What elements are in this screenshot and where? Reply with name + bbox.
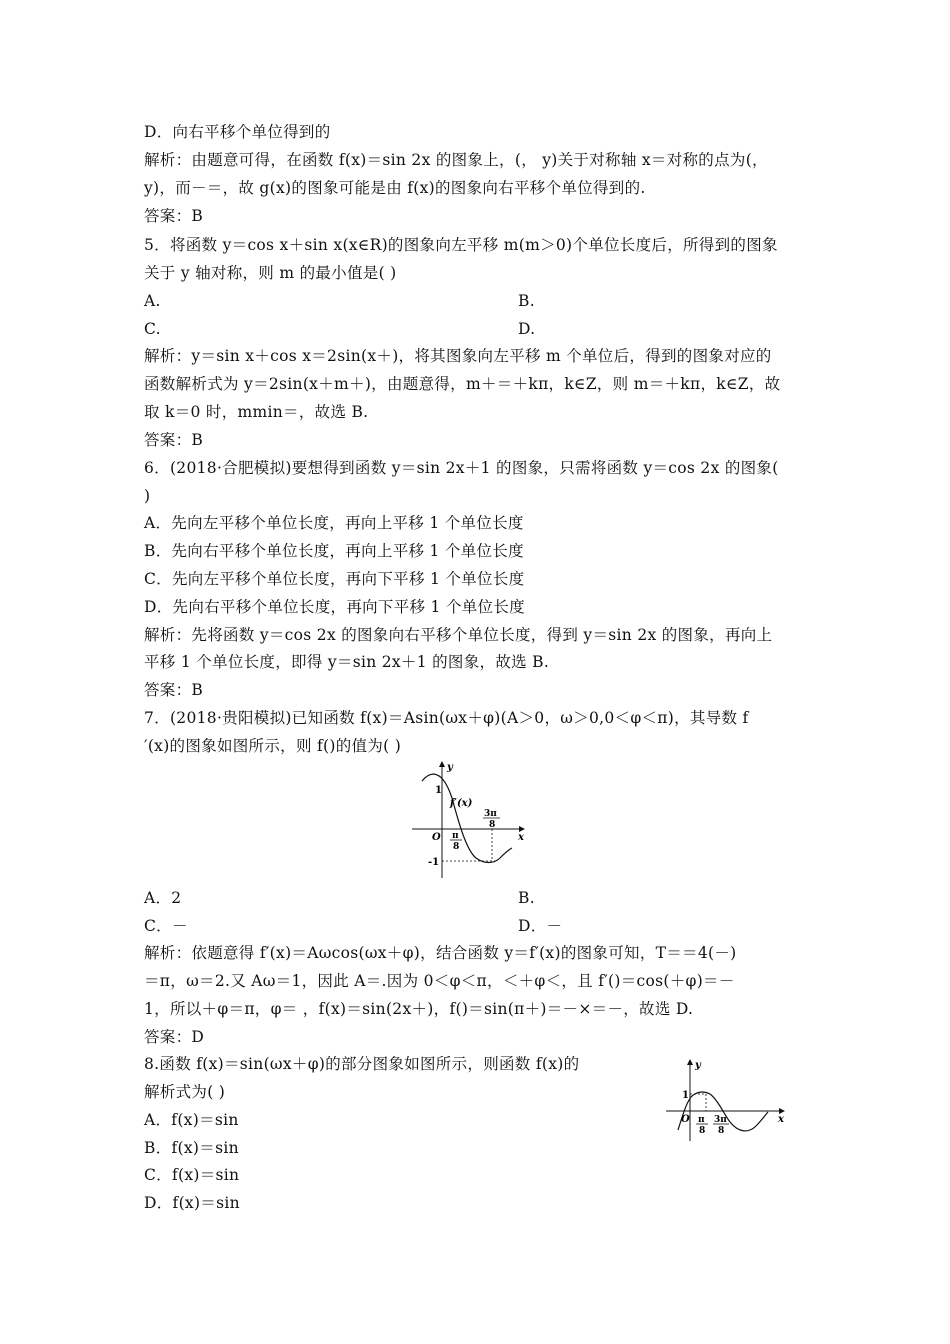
text-line: 7．(2018·贵阳模拟)已知函数 f(x)＝Asin(ωx＋φ)(A＞0，ω＞0,0＜φ＜π)，其导数 f: [144, 709, 749, 727]
y-tick-one: 1: [435, 785, 442, 796]
x-tick-pi-over-8-num: π: [452, 831, 459, 841]
text-line: A．f(x)＝sin: [144, 1111, 239, 1129]
text-line: A.: [144, 292, 161, 310]
x-tick-3pi-over-8-den: 8: [489, 820, 496, 830]
text-line: C．先向左平移个单位长度，再向下平移 1 个单位长度: [144, 570, 525, 588]
text-line: A．先向左平移个单位长度，再向上平移 1 个单位长度: [144, 514, 524, 532]
text-line: ′(x)的图象如图所示，则 f()的值为( ): [144, 737, 402, 755]
option-text-right: B.: [518, 889, 535, 907]
text-line: 解析：由题意可得，在函数 f(x)＝sin 2x 的图象上，(， y)关于对称轴 x＝对称的点为(，: [144, 151, 768, 169]
text-line: 1，所以＋φ＝π，φ＝ ，f(x)＝sin(2x＋)，f()＝sin(π＋)＝－×＝－，故选 D.: [144, 1000, 694, 1018]
text-line: 6．(2018·合肥模拟)要想得到函数 y＝sin 2x＋1 的图象，只需将函数 y＝cos 2x 的图象(: [144, 459, 779, 477]
y-tick-one: 1: [682, 1090, 689, 1101]
text-line: D．向右平移个单位得到的: [144, 123, 331, 141]
option-text-right: D.: [518, 320, 536, 338]
text-line: ＝π，ω＝2.又 Aω＝1，因此 A＝.因为 0＜φ＜π，＜＋φ＜，且 f′()＝cos(＋φ)＝－: [144, 972, 735, 990]
text-line: 解析：y＝sin x＋cos x＝2sin(x＋)，将其图象向左平移 m 个单位后，得到的图象对应的: [144, 347, 772, 365]
x-tick-3pi-over-8-num: 3π: [714, 1115, 727, 1125]
fprime-label: f′(x): [450, 798, 473, 809]
text-line: B．f(x)＝sin: [144, 1139, 239, 1157]
text-line: C．f(x)＝sin: [144, 1166, 240, 1184]
x-tick-3pi-over-8-den: 8: [718, 1126, 725, 1136]
option-text-right: D．－: [518, 917, 563, 935]
option-text-right: B.: [518, 292, 535, 310]
text-line: C．－: [144, 917, 188, 935]
text-line: 解析：依题意得 f′(x)＝Aωcos(ωx＋φ)，结合函数 y＝f′(x)的图象可知，T＝＝4(－): [144, 944, 737, 962]
text-line: 取 k＝0 时，mmin＝，故选 B.: [144, 403, 369, 421]
derivative-graph-figure: [408, 758, 532, 884]
text-line: y)，而－＝，故 g(x)的图象可能是由 f(x)的图象向右平移个单位得到的.: [144, 179, 646, 197]
text-line: 答案：D: [144, 1028, 205, 1046]
y-label: y: [447, 762, 453, 773]
text-line: 解析式为( ): [144, 1083, 226, 1101]
text-line: 关于 y 轴对称，则 m 的最小值是( ): [144, 264, 397, 282]
text-line: 函数解析式为 y＝2sin(x＋m＋)，由题意得，m＋＝＋kπ，k∈Z，则 m＝＋kπ，k∈Z，故: [144, 375, 781, 393]
text-line: 5．将函数 y＝cos x＋sin x(x∈R)的图象向左平移 m(m＞0)个单位长度后，所得到的图象: [144, 236, 778, 254]
origin-label: O: [432, 832, 441, 843]
x-tick-pi-over-8-den: 8: [453, 842, 460, 852]
text-line: 解析：先将函数 y＝cos 2x 的图象向右平移个单位长度，得到 y＝sin 2x 的图象，再向上: [144, 626, 773, 644]
text-line: B．先向右平移个单位长度，再向上平移 1 个单位长度: [144, 542, 524, 560]
origin-label: O: [681, 1114, 690, 1125]
x-label: x: [778, 1114, 784, 1125]
text-line: ): [144, 487, 151, 505]
text-line: D．先向右平移个单位长度，再向下平移 1 个单位长度: [144, 598, 525, 616]
text-line: 8.函数 f(x)＝sin(ωx＋φ)的部分图象如图所示，则函数 f(x)的: [144, 1055, 580, 1073]
text-line: C.: [144, 320, 161, 338]
text-line: D．f(x)＝sin: [144, 1194, 240, 1212]
sine-graph-figure: [662, 1056, 792, 1146]
text-line: 答案：B: [144, 207, 204, 225]
x-tick-pi-over-8-num: π: [698, 1115, 705, 1125]
x-label: x: [518, 832, 524, 843]
text-line: A．2: [144, 889, 182, 907]
x-tick-3pi-over-8-num: 3π: [484, 809, 497, 819]
text-line: 答案：B: [144, 681, 204, 699]
y-tick-neg-one: -1: [428, 857, 440, 868]
x-tick-pi-over-8-den: 8: [699, 1126, 706, 1136]
text-line: 平移 1 个单位长度，即得 y＝sin 2x＋1 的图象，故选 B.: [144, 653, 550, 671]
text-line: 答案：B: [144, 431, 204, 449]
y-label: y: [695, 1060, 701, 1071]
